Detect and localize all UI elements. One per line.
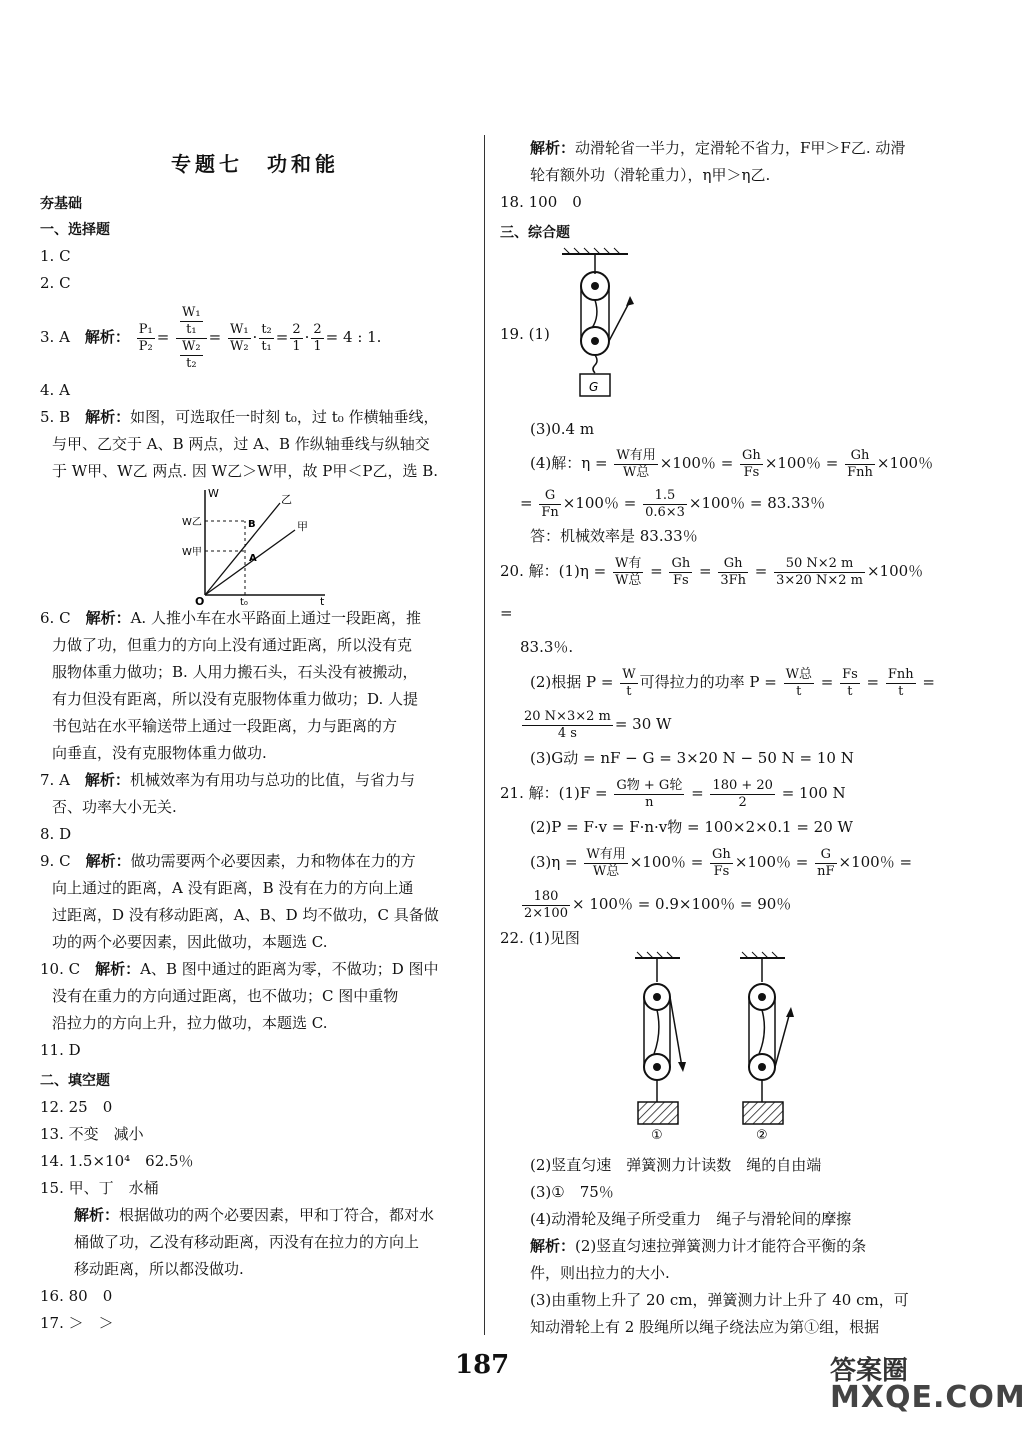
page-number: 187 xyxy=(455,1350,510,1380)
answer-19-4: (4)解：η = $\frac{\text{W有用}}{\text{W总}}$ ×100％ = $\frac{Gh}{Fs}$ ×100％ = $\frac{Gh}{\text{Fnh}}$ ×100％ xyxy=(530,447,934,480)
section-basic: 夯基础 xyxy=(40,196,82,212)
answer-6-line3: 服物体重力做功；B. 人用力搬石头，石头没有被搬动， xyxy=(52,663,418,681)
answer-10-line2: 没有在重力的方向通过距离，也不做功；C 图中重物 xyxy=(52,987,399,1005)
answer-21-3-result: $\frac{180}{2\times 100}$ × 100％ = 0.9×100％ = 90％ xyxy=(524,888,792,921)
answer-15: 15. 甲、丁 水桶 xyxy=(40,1179,159,1197)
answer-9-line3: 过距离，D 没有移动距离，A、B、D 均不做功，C 具备做 xyxy=(52,906,439,924)
answer-5-line2: 与甲、乙交于 A、B 两点，过 A、B 作纵轴垂线与纵轴交 xyxy=(52,435,430,453)
pulley-diagrams-22 xyxy=(500,952,940,1152)
answer-15-line3: 移动距离，所以都没做功. xyxy=(74,1260,244,1278)
answer-15-line2: 桶做了功，乙没有移动距离，丙没有在拉力的方向上 xyxy=(74,1233,420,1251)
answer-17-analysis: 解析：动滑轮省一半力，定滑轮不省力，F甲＞F乙. 动滑 xyxy=(530,139,906,157)
answer-19-3: (3)0.4 m xyxy=(530,420,595,438)
answer-6: 6. C 解析：A. 人推小车在水平路面上通过一段距离，推 xyxy=(40,609,421,627)
svg-text:②: ② xyxy=(756,1128,768,1143)
answer-19-conclusion: 答：机械效率是 83.33％ xyxy=(530,527,698,545)
answer-22-line4: 知动滑轮上有 2 股绳所以绳子绕法应为第①组，根据 xyxy=(530,1318,880,1336)
page-title: 专题七 功和能 xyxy=(171,152,339,176)
pulley-diagram-19: 19. (1) G xyxy=(500,246,940,416)
section-choice: 一、选择题 xyxy=(40,222,110,238)
answer-21-3: (3)η = $\frac{\text{W有用}}{\text{W总}}$ ×100％ = $\frac{Gh}{Fs}$ ×100％ = $\frac{G}{nF}$ ×100％ = xyxy=(530,846,913,879)
answer-17-line2: 轮有额外功（滑轮重力），η甲＞η乙. xyxy=(530,166,771,184)
answer-9: 9. C 解析：做功需要两个必要因素，力和物体在力的方 xyxy=(40,852,416,870)
svg-text:甲: 甲 xyxy=(297,520,308,533)
section-comprehensive: 三、综合题 xyxy=(500,225,570,241)
svg-text:B: B xyxy=(248,519,256,530)
answer-20-1-result: 83.3％. xyxy=(520,638,574,656)
answer-8: 8. D xyxy=(40,825,72,843)
answer-20-3: (3)G动 = nF − G = 3×20 N − 50 N = 10 N xyxy=(530,749,854,767)
answer-17: 17. ＞ ＞ xyxy=(40,1314,114,1332)
answer-10-line3: 沿拉力的方向上升，拉力做功，本题选 C. xyxy=(52,1014,328,1032)
answer-21-2: (2)P = F·v = F·n·v物 = 100×2×0.1 = 20 W xyxy=(530,818,853,836)
answer-14: 14. 1.5×10⁴ 62.5％ xyxy=(40,1152,194,1170)
answer-9-line4: 功的两个必要因素，因此做功，本题选 C. xyxy=(52,933,328,951)
answer-15-analysis: 解析：根据做功的两个必要因素，甲和丁符合，都对水 xyxy=(74,1206,435,1224)
right-column xyxy=(500,135,940,1341)
answer-22-3: (3)① 75％ xyxy=(530,1183,614,1201)
column-divider xyxy=(484,135,485,1335)
svg-text:A: A xyxy=(249,553,257,564)
answer-6-line4: 有力但没有距离，所以没有克服物体重力做功；D. 人提 xyxy=(52,690,419,708)
svg-text:t₀: t₀ xyxy=(240,597,248,608)
work-time-graph xyxy=(40,485,470,608)
answer-7-line2: 否、功率大小无关. xyxy=(52,798,177,816)
answer-20-2-result: $\frac{20 N\times 3\times 2 m}{4 s}$ = 30 W xyxy=(524,708,672,741)
answer-20-2: (2)根据 P = $\frac{W}{t}$ 可得拉力的功率 P = $\frac{\text{W总}}{t}$ = $\frac{Fs}{t}$ = $\frac{\text{Fnh}}{t}$ = xyxy=(530,666,935,699)
answer-20-1: 20. 解：(1)η = $\frac{\text{W有}}{\text{W总}}$ = $\frac{Gh}{Fs}$ = $\frac{Gh}{3Fh}$ = $\frac{50 N\times 2 m}{3\times 20 N\times 2 m}$ ×100％ = xyxy=(500,555,924,622)
section-fill: 二、填空题 xyxy=(40,1073,110,1089)
answer-18: 18. 100 0 xyxy=(500,193,582,211)
watermark-logo: 答案圈 xyxy=(830,1356,909,1386)
answer-22-line3: (3)由重物上升了 20 cm，弹簧测力计上升了 40 cm，可 xyxy=(530,1291,909,1309)
answer-3: 3. A 解析： $\frac{\text{P₁}}{\text{P₂}}$ = $\frac{\frac{\text{W₁}}{\text{t₁}}}{\frac{\text{W₂}}{\text{t₂}}}$ = $\frac{\text{W₁}}{\text{W₂}}$ · $\frac{\text{t₂}}{\text{t₁}}$ = $\frac{2}{1}$ · $\frac{2}{1}$ = 4 : 1. xyxy=(40,304,382,371)
answer-13: 13. 不变 减小 xyxy=(40,1125,144,1143)
answer-6-line6: 向垂直，没有克服物体重力做功. xyxy=(52,744,267,762)
svg-text:W甲: W甲 xyxy=(182,547,202,558)
answer-22-line2: 件，则出拉力的大小. xyxy=(530,1264,670,1282)
svg-text:G: G xyxy=(589,380,599,394)
answer-16: 16. 80 0 xyxy=(40,1287,113,1305)
svg-text:O: O xyxy=(195,595,205,608)
answer-4: 4. A xyxy=(40,381,70,399)
answer-5-line3: 于 W甲、W乙 两点. 因 W乙＞W甲，故 P甲＜P乙，选 B. xyxy=(52,462,439,480)
answer-1: 1. C xyxy=(40,247,71,265)
answer-9-line2: 向上通过的距离，A 没有距离，B 没有在力的方向上通 xyxy=(52,879,414,897)
watermark: MXQE.COM xyxy=(830,1380,1026,1415)
answer-12: 12. 25 0 xyxy=(40,1098,113,1116)
answer-21-1: 21. 解：(1)F = $\frac{\text{G物 + G轮}}{n}$ = $\frac{180 + 20}{2}$ = 100 N xyxy=(500,777,846,810)
answer-22-2: (2)竖直匀速 弹簧测力计读数 绳的自由端 xyxy=(530,1156,822,1174)
svg-text:t: t xyxy=(320,595,325,608)
svg-text:W: W xyxy=(208,487,219,500)
answer-7: 7. A 解析：机械效率为有用功与总功的比值，与省力与 xyxy=(40,771,415,789)
answer-5: 5. B 解析：如图，可选取任一时刻 t₀，过 t₀ 作横轴垂线， xyxy=(40,408,439,426)
answer-11: 11. D xyxy=(40,1041,81,1059)
svg-text:乙: 乙 xyxy=(281,493,292,506)
answer-22-4: (4)动滑轮及绳子所受重力 绳子与滑轮间的摩擦 xyxy=(530,1210,852,1228)
svg-text:①: ① xyxy=(651,1128,663,1143)
answer-6-line5: 书包站在水平输送带上通过一段距离，力与距离的方 xyxy=(52,717,398,735)
answer-22-analysis: 解析：(2)竖直匀速拉弹簧测力计才能符合平衡的条 xyxy=(530,1237,867,1255)
left-column xyxy=(40,120,470,1337)
answer-6-line2: 力做了功，但重力的方向上没有通过距离，所以没有克 xyxy=(52,636,413,654)
answer-22-1: 22. (1)见图 xyxy=(500,929,580,947)
answer-2: 2. C xyxy=(40,274,71,292)
svg-text:W乙: W乙 xyxy=(182,517,202,528)
answer-19-4-cont: = $\frac{G}{Fn}$ ×100％ = $\frac{1.5}{0.6\times 3}$ ×100％ = 83.33％ xyxy=(520,487,826,520)
answer-10: 10. C 解析：A、B 图中通过的距离为零，不做功；D 图中 xyxy=(40,960,439,978)
